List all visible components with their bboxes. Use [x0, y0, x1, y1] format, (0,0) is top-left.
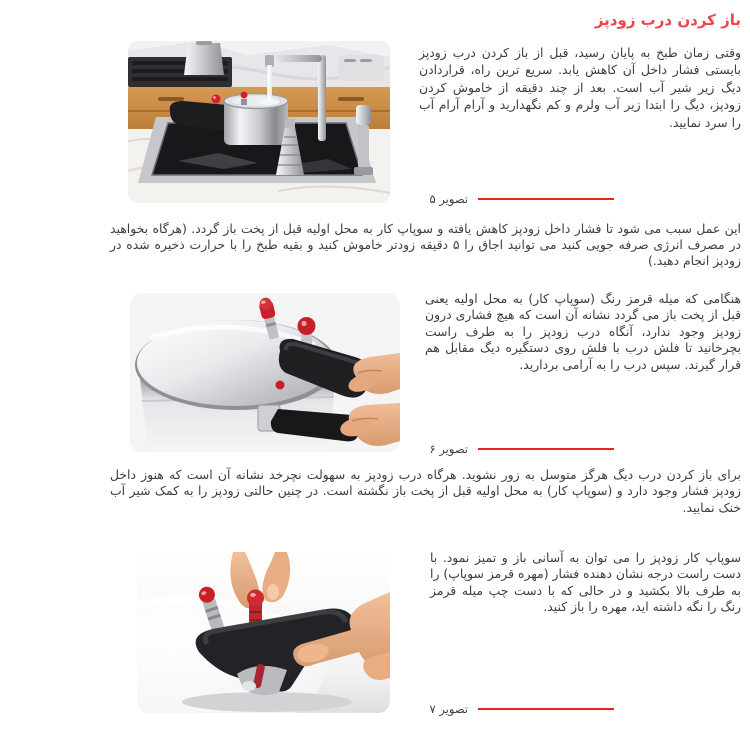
- figure-5-caption-rule: [478, 198, 614, 200]
- red-valve-cap: [298, 317, 316, 335]
- figure-6-photo-turning-lid: [130, 293, 400, 452]
- figure-7-caption: [418, 701, 624, 716]
- lid-turning-illustration: [130, 293, 400, 452]
- figure-6-caption-label: تصویر ۶: [429, 441, 468, 456]
- paragraph-clean-valve: سوپاپ کار زودپز را می توان به آسانی باز و تمیز نمود. با دست راست درجه نشان دهنده فشار (مهره قرمز سوپاپ) را به طرف بالا بکشید و در حالی که با دست چپ میله قرمز رنگ را نگه داشته اید، مهره را باز کنید.: [430, 550, 741, 615]
- figure-6-caption-rule: [478, 448, 614, 450]
- figure-5-caption-label: تصویر ۵: [429, 191, 468, 206]
- paragraph-release-pressure: وقتی زمان طبخ به پایان رسید، قبل از باز کردن درب زودپز بایستی فشار داخل آن کاهش یابد. سریع ترین راه، قراردادن دیگ زیر شیر آب است. بعد از چند دقیقه از خاموش کردن زودپز، دیگ را ابتدا زیر آب ولرم و کم نگهدارید و آرام آرام آب را سرد نمایید.: [419, 45, 741, 130]
- figure-7-photo-valve-removal: [137, 552, 390, 713]
- paragraph-red-rod-indicator: هنگامی که میله قرمز رنگ (سوپاپ کار) به محل اولیه یعنی قبل از پخت باز می گردد نشانه آن است که هیچ فشاری درون زودپز وجود ندارد، آنگاه درب زودپز را به طرف راست بچرخانید تا فلش درب با فلش روی دستگیره دیگ مقابل هم قرار گیرند. سپس درب را به آرامی بردارید.: [425, 291, 741, 372]
- faucet: [318, 55, 326, 141]
- paragraph-never-force: برای باز کردن درب دیگ هرگز متوسل به زور نشوید. هرگاه درب زودپز به سهولت نچرخد نشانه آن است که هنوز داخل زودپز فشار وجود دارد و (سوپاپ کار) به محل اولیه قبل از پخت باز نگشته است. در چنین حالتی زودپز را به کمک شیر آب خنک نمایید.: [110, 467, 741, 515]
- red-valve-knob: [212, 95, 221, 104]
- paragraph-pressure-drop-note: این عمل سبب می شود تا فشار داخل زودپز کاهش یافته و سوپاپ کار به محل اولیه قبل از پخت باز گردد. (هرگاه بخواهید در مصرف انرژی صرفه جویی کنید می توانید اجاق را ۵ دقیقه زودتر خاموش کنید و بقیه طبخ را با حرارت ذخیره شده در زودپز انجام دهید.): [110, 221, 741, 269]
- figure-7-caption-label: تصویر ۷: [429, 701, 468, 716]
- side-sprayer: [356, 105, 371, 125]
- figure-7-caption-rule: [478, 708, 614, 710]
- valve-removal-illustration: [137, 552, 390, 713]
- figure-5-caption: [418, 191, 624, 206]
- figure-6-caption: [418, 441, 624, 456]
- kitchen-sink-scene-illustration: [128, 41, 390, 203]
- page-title: باز کردن درب زودپز: [594, 11, 741, 29]
- figure-5-photo-cooker-under-tap: [128, 41, 390, 203]
